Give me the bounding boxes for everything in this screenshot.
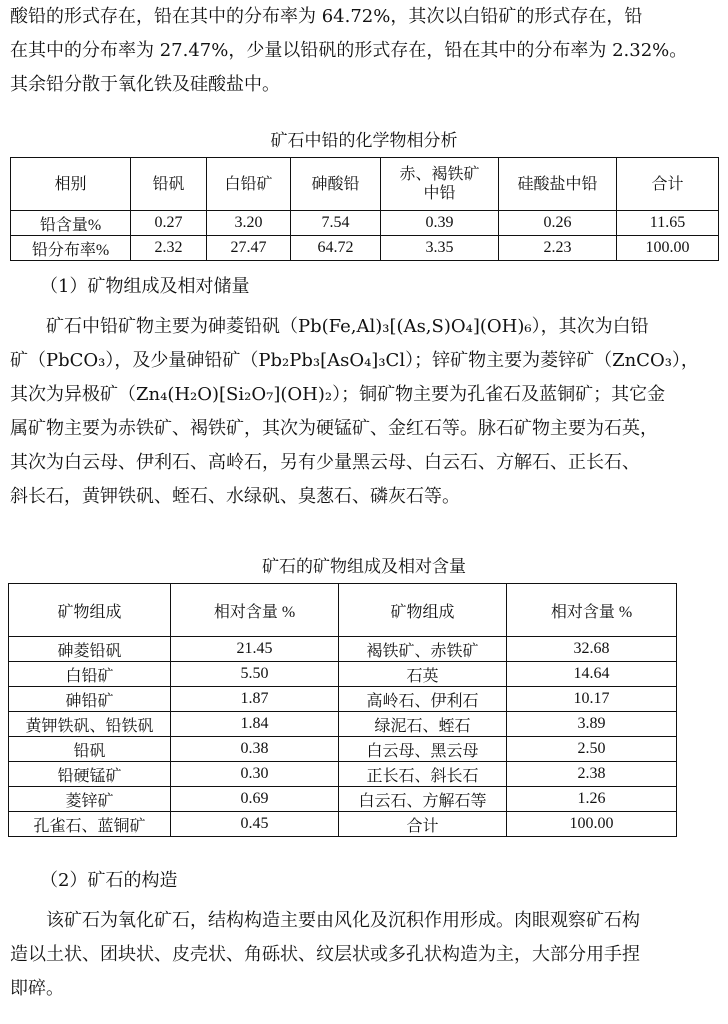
table-header-row xyxy=(11,158,719,211)
table-cell: 0.27 xyxy=(131,211,207,236)
table-cell: 铅分布率% xyxy=(11,236,131,261)
text-line: 造以土状、团块状、皮壳状、角砾状、纹层状或多孔状构造为主，大部分用手捏 xyxy=(10,944,640,965)
table-cell: 3.35 xyxy=(381,236,499,261)
text-line: 斜长石，黄钾铁矾、蛭石、水绿矾、臭葱石、磷灰石等。 xyxy=(10,486,460,507)
table-cell: 5.50 xyxy=(171,662,339,687)
header-cell: 铅矾 xyxy=(131,158,207,211)
header-cell: 砷酸铅 xyxy=(291,158,381,211)
intro-paragraph xyxy=(10,0,718,102)
table-cell: 3.89 xyxy=(507,712,677,737)
header-cell: 矿物组成 xyxy=(9,584,171,637)
table-row xyxy=(11,211,719,236)
table-cell: 白云母、黑云母 xyxy=(339,737,507,762)
section-heading-mineral-composition: （1）矿物组成及相对储量 xyxy=(40,276,250,297)
table-row xyxy=(9,787,677,812)
table-cell: 11.65 xyxy=(617,211,719,236)
table-cell: 32.68 xyxy=(507,637,677,662)
table-row xyxy=(9,687,677,712)
table-cell: 1.84 xyxy=(171,712,339,737)
text-line: 酸铅的形式存在，铅在其中的分布率为 64.72%，其次以白铅矿的形式存在，铅 xyxy=(10,6,643,27)
text-line: 该矿石为氧化矿石，结构构造主要由风化及沉积作用形成。肉眼观察矿石构 xyxy=(46,910,640,931)
table-cell: 铅矾 xyxy=(9,737,171,762)
mineral-paragraph xyxy=(10,310,718,514)
table-cell: 高岭石、伊利石 xyxy=(339,687,507,712)
table-row xyxy=(11,236,719,261)
table-cell: 27.47 xyxy=(207,236,291,261)
table-row xyxy=(9,662,677,687)
text-line: 其次为异极矿（Zn₄(H₂O)[Si₂O₇](OH)₂）；铜矿物主要为孔雀石及蓝铜矿；其它金 xyxy=(10,384,666,405)
table-cell: 砷铅矿 xyxy=(9,687,171,712)
table-cell: 100.00 xyxy=(507,812,677,837)
table-cell: 2.23 xyxy=(499,236,617,261)
table-cell: 64.72 xyxy=(291,236,381,261)
table-cell: 褐铁矿、赤铁矿 xyxy=(339,637,507,662)
table-cell: 合计 xyxy=(339,812,507,837)
mineral-composition-table xyxy=(8,583,677,837)
header-cell: 赤、褐铁矿中铅 xyxy=(381,158,499,211)
table-cell: 2.50 xyxy=(507,737,677,762)
table-cell: 石英 xyxy=(339,662,507,687)
table-cell: 2.32 xyxy=(131,236,207,261)
table-cell: 14.64 xyxy=(507,662,677,687)
table-cell: 1.26 xyxy=(507,787,677,812)
table-cell: 绿泥石、蛭石 xyxy=(339,712,507,737)
table-cell: 10.17 xyxy=(507,687,677,712)
table-row xyxy=(9,737,677,762)
table-row xyxy=(9,762,677,787)
table-cell: 3.20 xyxy=(207,211,291,236)
table2-caption: 矿石的矿物组成及相对含量 xyxy=(262,557,466,577)
text-line: 在其中的分布率为 27.47%，少量以铅矾的形式存在，铅在其中的分布率为 2.32%。 xyxy=(10,40,688,61)
table-row xyxy=(9,812,677,837)
table-cell: 0.26 xyxy=(499,211,617,236)
table-cell: 铅含量% xyxy=(11,211,131,236)
phase-analysis-table xyxy=(10,157,719,261)
header-cell: 硅酸盐中铅 xyxy=(499,158,617,211)
text-line: 属矿物主要为赤铁矿、褐铁矿，其次为硬锰矿、金红石等。脉石矿物主要为石英， xyxy=(10,418,658,439)
table-cell: 0.45 xyxy=(171,812,339,837)
table-cell: 100.00 xyxy=(617,236,719,261)
table-cell: 21.45 xyxy=(171,637,339,662)
table-cell: 0.69 xyxy=(171,787,339,812)
table-cell: 0.39 xyxy=(381,211,499,236)
header-cell: 白铅矿 xyxy=(207,158,291,211)
table-cell: 孔雀石、蓝铜矿 xyxy=(9,812,171,837)
header-cell: 合计 xyxy=(617,158,719,211)
header-cell: 矿物组成 xyxy=(339,584,507,637)
header-cell: 相对含量 % xyxy=(507,584,677,637)
structure-paragraph xyxy=(10,904,718,1006)
table-cell: 0.30 xyxy=(171,762,339,787)
header-cell: 相对含量 % xyxy=(171,584,339,637)
table-cell: 1.87 xyxy=(171,687,339,712)
text-line: 矿石中铅矿物主要为砷菱铅矾（Pb(Fe,Al)₃[(As,S)O₄](OH)₆），其次为白铅 xyxy=(46,316,649,337)
table-cell: 白云石、方解石等 xyxy=(339,787,507,812)
table-row xyxy=(9,712,677,737)
text-line: 矿（PbCO₃），及少量砷铅矿（Pb₂Pb₃[AsO₄]₃Cl）；锌矿物主要为菱锌矿（ZnCO₃）， xyxy=(10,350,699,371)
table-cell: 0.38 xyxy=(171,737,339,762)
table-cell: 铅硬锰矿 xyxy=(9,762,171,787)
text-line: 其次为白云母、伊利石、高岭石，另有少量黑云母、白云石、方解石、正长石、 xyxy=(10,452,640,473)
table-cell: 菱锌矿 xyxy=(9,787,171,812)
table-cell: 白铅矿 xyxy=(9,662,171,687)
table-cell: 2.38 xyxy=(507,762,677,787)
table1-caption: 矿石中铅的化学物相分析 xyxy=(270,131,458,151)
table-row xyxy=(9,637,677,662)
table-cell: 砷菱铅矾 xyxy=(9,637,171,662)
table-cell: 黄钾铁矾、铅铁矾 xyxy=(9,712,171,737)
header-cell: 相别 xyxy=(11,158,131,211)
table-cell: 7.54 xyxy=(291,211,381,236)
text-line: 即碎。 xyxy=(10,978,64,999)
section-heading-ore-structure: （2）矿石的构造 xyxy=(40,870,178,891)
table-header-row xyxy=(9,584,677,637)
text-line: 其余铅分散于氧化铁及硅酸盐中。 xyxy=(10,74,280,95)
table-cell: 正长石、斜长石 xyxy=(339,762,507,787)
